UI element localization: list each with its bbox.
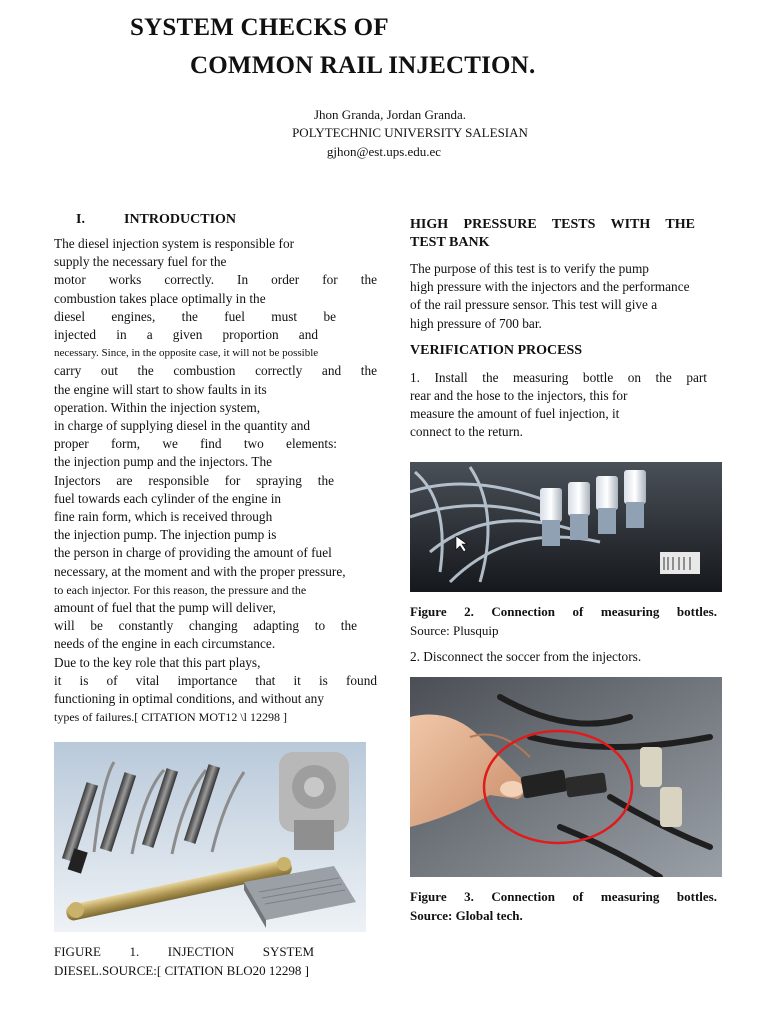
intro-line: carry out the combustion correctly and the bbox=[54, 363, 377, 379]
intro-section-number: I. bbox=[76, 212, 85, 227]
hp-tests-line: high pressure with the injectors and the performance bbox=[410, 279, 690, 295]
intro-line: the injection pump. The injection pump is bbox=[54, 527, 277, 543]
hp-tests-heading bbox=[410, 216, 722, 252]
connector-disconnect-illustration bbox=[410, 677, 722, 877]
intro-line: necessary, at the moment and with the proper pressure, bbox=[54, 563, 346, 579]
intro-line: diesel engines, the fuel must be bbox=[54, 308, 336, 324]
intro-line: needs of the engine in each circumstance. bbox=[54, 636, 276, 652]
intro-heading bbox=[54, 212, 377, 228]
intro-line: functioning in optimal conditions, and without any bbox=[54, 691, 324, 707]
intro-line: injected in a given proportion and bbox=[54, 327, 318, 343]
email: gjhon@est.ups.edu.ec bbox=[326, 144, 442, 159]
figure-3-caption-source: Source: Global tech. bbox=[410, 908, 523, 923]
intro-line: the engine will start to show faults in its bbox=[54, 381, 267, 397]
intro-line: it is of vital importance that it is found bbox=[54, 672, 377, 688]
intro-line: motor works correctly. In order for the bbox=[54, 272, 377, 288]
figure-3-caption-title: Figure 3. Connection of measuring bottles. bbox=[410, 889, 717, 904]
intro-line: proper form, we find two elements: bbox=[54, 436, 337, 452]
intro-line: amount of fuel that the pump will deliver, bbox=[54, 600, 276, 616]
step-1-line: rear and the hose to the injectors, this for bbox=[410, 388, 628, 404]
intro-line: operation. Within the injection system, bbox=[54, 399, 261, 415]
hp-tests-line: The purpose of this test is to verify the pump bbox=[410, 261, 649, 276]
intro-line: fuel towards each cylinder of the engine in bbox=[54, 490, 282, 506]
hp-tests-heading-line-1: HIGH PRESSURE TESTS WITH THE bbox=[410, 217, 695, 232]
figure-3-caption bbox=[410, 887, 717, 925]
intro-line: the person in charge of providing the amount of fuel bbox=[54, 545, 332, 561]
intro-line: fine rain form, which is received through bbox=[54, 509, 273, 525]
intro-line: Due to the key role that this part plays, bbox=[54, 654, 261, 670]
verification-step-1 bbox=[410, 369, 722, 442]
figure-1-caption-line-1: FIGURE 1. INJECTION SYSTEM bbox=[54, 944, 314, 959]
figure-2-caption bbox=[410, 602, 717, 640]
figure-2-image bbox=[410, 462, 722, 592]
figure-2-caption-source: Source: Plusquip bbox=[410, 623, 499, 638]
intro-paragraph bbox=[54, 235, 377, 726]
authors: Jhon Granda, Jordan Granda. bbox=[314, 107, 466, 122]
intro-line: combustion takes place optimally in the bbox=[54, 290, 266, 306]
step-1-line: connect to the return. bbox=[410, 424, 523, 440]
intro-line: necessary. Since, in the opposite case, it will not be possible bbox=[54, 347, 319, 360]
paper-title-line-2: COMMON RAIL INJECTION. bbox=[190, 52, 536, 79]
intro-line: The diesel injection system is responsible for bbox=[54, 236, 295, 251]
figure-2-caption-title: Figure 2. Connection of measuring bottles. bbox=[410, 604, 717, 619]
hp-tests-line: of the rail pressure sensor. This test will give a bbox=[410, 297, 658, 313]
step-1-line: measure the amount of fuel injection, it bbox=[410, 406, 620, 422]
step-1-line: 1. Install the measuring bottle on the part bbox=[410, 369, 707, 385]
figure-1-caption bbox=[54, 942, 314, 980]
figure-1-image bbox=[54, 742, 366, 932]
right-column bbox=[410, 216, 722, 442]
hp-tests-line: high pressure of 700 bar. bbox=[410, 315, 542, 331]
intro-line: to each injector. For this reason, the pressure and the bbox=[54, 582, 307, 597]
intro-line: the injection pump and the injectors. The bbox=[54, 454, 272, 470]
verification-step-2: 2. Disconnect the soccer from the injectors. bbox=[410, 649, 642, 664]
paper-title-line-1: SYSTEM CHECKS OF bbox=[130, 14, 389, 41]
figure-3-image bbox=[410, 677, 722, 877]
measuring-bottles-illustration bbox=[410, 462, 722, 592]
hp-tests-heading-line-2: TEST BANK bbox=[410, 235, 490, 250]
left-column bbox=[54, 212, 377, 726]
intro-line: Injectors are responsible for spraying the bbox=[54, 472, 334, 488]
affiliation: POLYTECHNIC UNIVERSITY SALESIAN bbox=[292, 125, 528, 140]
verification-heading: VERIFICATION PROCESS bbox=[410, 342, 583, 358]
injection-system-illustration bbox=[54, 742, 366, 932]
intro-section-title: INTRODUCTION bbox=[124, 212, 237, 227]
hp-tests-paragraph bbox=[410, 260, 722, 333]
figure-1-caption-line-2: DIESEL.SOURCE:[ CITATION BLO20 12298 ] bbox=[54, 963, 309, 978]
intro-line: in charge of supplying diesel in the quantity and bbox=[54, 418, 311, 434]
intro-line: will be constantly changing adapting to the bbox=[54, 618, 357, 634]
intro-line: supply the necessary fuel for the bbox=[54, 254, 227, 270]
intro-line: types of failures.[ CITATION MOT12 \l 12298 ] bbox=[54, 710, 287, 725]
